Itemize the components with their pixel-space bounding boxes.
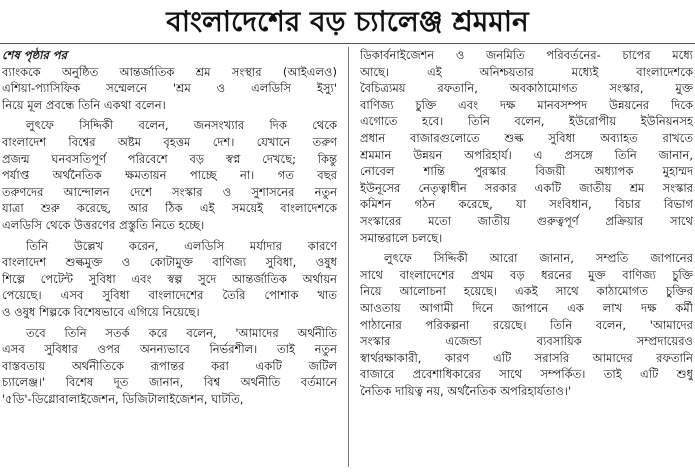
paragraph-line: চ্যালেঞ্জ।' বিশেষ দূত জানান, বিশ্ব অর্থনীতি বর্তমানে bbox=[2, 375, 337, 390]
paragraph-line: ইউনূসের নেতৃত্বাধীন সরকার একটি জাতীয় শ্রম সংস্কার bbox=[360, 180, 693, 195]
paragraph-line: যাত্রা শুরু করেছে, আর ঠিক এই সময়েই বাংলাদেশকে bbox=[2, 201, 337, 216]
paragraph-line: এগোতে হবে। তিনি বলেন, ইউরোপীয় ইউনিয়নসহ bbox=[360, 114, 693, 129]
paragraph-line: শ্রমমান উন্নয়ন অপরিহার্য। এ প্রসঙ্গে তিনি জানান, bbox=[360, 147, 693, 162]
paragraph-line: নৈতিক দায়িত্ব নয়, অর্থনৈতিক অপরিহার্যতাও।' bbox=[360, 383, 572, 398]
paragraph-line: নিয়ে মূল প্রবন্ধে তিনি একথা বলেন। bbox=[2, 97, 166, 112]
paragraph-line: স্বার্থরক্ষাকারী, কারণ এটি সরাসরি আমাদের রফতানি bbox=[360, 350, 693, 365]
paragraph-line: পাঠানোর পরিকল্পনা রয়েছে। তিনি বলেন, 'আমাদের bbox=[360, 317, 693, 332]
paragraph-line: নোবেল শান্তি পুরস্কার বিজয়ী অধ্যাপক মুহাম্মদ bbox=[360, 164, 693, 179]
paragraph-line: আছে। এই অনিশ্চয়তার মধ্যেই বাংলাদেশকে bbox=[360, 64, 693, 79]
left-column bbox=[2, 47, 337, 469]
paragraph-line: পেয়েছে। এসব সুবিধা বাংলাদেশের তৈরি পোশাক খাত bbox=[2, 288, 337, 303]
paragraph-line: তরুণদের আন্দোলন দেশে সংস্কার ও সুশাসনের নতুন bbox=[2, 184, 337, 199]
paragraph-line: ব্যাংককে অনুষ্ঠিত আন্তর্জাতিক শ্রম সংস্থার (আইএলও) bbox=[2, 64, 337, 79]
column-divider bbox=[348, 47, 349, 467]
paragraph-line: শিল্পে পেটেন্ট সুবিধা এবং স্বল্প সুদে আন্তর্জাতিক অর্থায়ন bbox=[2, 271, 337, 286]
paragraph-line: সংস্কার এজেন্ডা ব্যবসায়িক সম্প্রদায়েরও bbox=[360, 334, 693, 349]
right-column bbox=[360, 47, 693, 469]
paragraph-line: সাথে বাংলাদেশের প্রথম বড় ধরনের মুক্ত বাণিজ্য চুক্তি bbox=[360, 267, 693, 282]
paragraph-line: প্রধান বাজারগুলোতে শুল্ক সুবিধা অব্যাহত রাখতে bbox=[360, 130, 693, 145]
paragraph-line: লুৎফে সিদ্দিকী আরো জানান, সম্প্রতি জাপানের bbox=[384, 251, 693, 266]
paragraph-line: '৫ডি'-ডিগ্লোবালাইজেশন, ডিজিটালাইজেশন, ঘাটতি, bbox=[2, 391, 244, 406]
paragraph-line: বাংলাদেশ শুল্কমুক্ত ও কোটামুক্ত বাণিজ্য সুবিধা, ওষুধ bbox=[2, 255, 337, 270]
paragraph-line: তিনি উল্লেখ করেন, এলডিসি মর্যাদার কারণে bbox=[26, 238, 337, 253]
paragraph-line: তবে তিনি সতর্ক করে বলেন, 'আমাদের অর্থনীতি bbox=[26, 325, 337, 340]
paragraph-line: বাণিজ্য চুক্তি এবং দক্ষ মানবসম্পদ উন্নয়নের দিকে bbox=[360, 97, 693, 112]
paragraph-line: ডিকার্বনাইজেশন ও জনমিতি পরিবর্তনের- চাপের মধ্যে bbox=[360, 48, 693, 62]
paragraph-line: বাংলাদেশ বিশ্বের অষ্টম বৃহত্তম দেশ। যেখানে তরুণ bbox=[2, 134, 337, 149]
paragraph-line: কমিশন গঠন করেছে, যা সংবিধান, বিচার বিভাগ bbox=[360, 197, 693, 212]
paragraph-line: লুৎফে সিদ্দিকী বলেন, জনসংখ্যার দিক থেকে bbox=[26, 118, 337, 133]
paragraph-line: প্রজন্ম ঘনবসতিপূর্ণ পরিবেশে বড় স্বপ্ন দেখছে; কিন্তু bbox=[2, 151, 337, 166]
paragraph-line: সংস্কারের মতো জাতীয় গুরুত্বপূর্ণ প্রক্রিয়ার সাথে bbox=[360, 213, 693, 228]
paragraph-line: ও ওষুধ শিল্পকে বিশেষভাবে এগিয়ে নিয়েছে। bbox=[2, 304, 200, 319]
headline-rule bbox=[0, 43, 695, 44]
paragraph-line: নিয়ে আলোচনা হয়েছে। একই সাথে কাঠামোগত চুক্তির bbox=[360, 284, 693, 299]
paragraph-line: আওতায় আগামী দিনে জাপানে এক লাখ দক্ষ কর্মী bbox=[360, 300, 693, 315]
paragraph-line: এশিয়া-প্যাসিফিক সম্মেলনে 'শ্রম ও এলডিসি ইস্যু' bbox=[2, 81, 337, 96]
paragraph-line: পর্যাপ্ত অর্থনৈতিক ক্ষমতায়ন পাচ্ছে না। গত বছর bbox=[2, 168, 337, 183]
paragraph-line: বাজারে প্রবেশাধিকারের সাথে সম্পর্কিত। তাই এটি শুধু bbox=[360, 367, 693, 382]
paragraph-line: বৈচিত্র্যময় রফতানি, অবকাঠামোগত সংস্কার, মুক্ত bbox=[360, 81, 693, 96]
paragraph-line: এলডিসি থেকে উত্তরণের প্রস্তুতি নিতে হচ্ছে। bbox=[2, 217, 205, 232]
paragraph-line: এসব সুবিধার ওপর অনন্যভাবে নির্ভরশীল। তাই নতুন bbox=[2, 342, 337, 357]
paragraph-line: বাস্তবতায় অর্থনীতিকে রূপান্তর করা একটি জটিল bbox=[2, 358, 337, 373]
headline: বাংলাদেশের বড় চ্যালেঞ্জ শ্রমমান bbox=[166, 5, 529, 38]
paragraph-line: সমান্তরালে চলছে। bbox=[360, 230, 443, 245]
continued-from-kicker: শেষ পৃষ্ঠার পর bbox=[2, 48, 67, 62]
